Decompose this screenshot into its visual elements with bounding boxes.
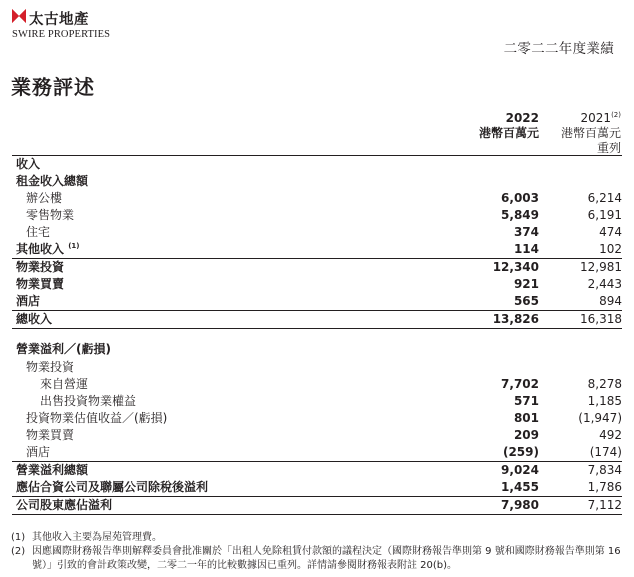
value-2021: 102 [599, 242, 622, 256]
row-label: 酒店 [16, 294, 41, 308]
row-label: 來自營運 [40, 377, 89, 391]
value-2022: 374 [513, 225, 539, 239]
table-row [12, 461, 622, 479]
table-row [12, 393, 622, 410]
row-label: 零售物業 [26, 208, 75, 222]
value-2022: 7,702 [501, 377, 539, 391]
row-label: 物業買賣 [26, 428, 75, 442]
column-2022-year: 2022 [505, 111, 539, 125]
table-row [12, 207, 622, 224]
table-row [12, 224, 622, 241]
column-header-2022 [479, 111, 539, 141]
report-year-header: 二零二二年度業績 [503, 41, 614, 57]
value-2022: 6,003 [501, 191, 539, 205]
footnote-number: (1) [11, 532, 26, 543]
row-label: 收入 [16, 157, 41, 171]
footnotes [11, 531, 623, 573]
value-2022: (259) [502, 445, 539, 459]
row-label: 應佔合資公司及聯屬公司除稅後溢利 [16, 480, 209, 494]
table-row [12, 341, 622, 359]
table-row [12, 190, 622, 207]
row-label: 出售投資物業權益 [40, 394, 137, 408]
footnote [11, 545, 623, 573]
value-2022: 114 [513, 242, 539, 256]
column-2021-unit: 港幣百萬元 [560, 126, 621, 140]
footnote-ref: (1) [68, 242, 80, 250]
column-header-2021 [561, 111, 621, 156]
table-row-total [12, 310, 622, 329]
value-2021: 6,214 [587, 191, 622, 205]
logo-english-name: SWIRE PROPERTIES [12, 29, 111, 40]
value-2021: 1,185 [587, 394, 622, 408]
value-2021: 474 [599, 225, 622, 239]
table-row [12, 427, 622, 444]
table-row [12, 258, 622, 276]
table-spacer [12, 329, 622, 341]
page-title: 業務評述 [11, 75, 95, 99]
footnote [11, 531, 623, 545]
value-2021: 16,318 [580, 312, 622, 326]
value-2021: (1,947) [578, 411, 622, 425]
row-label: 住宅 [26, 225, 51, 239]
row-label: 總收入 [16, 312, 53, 326]
row-label-wrap [16, 241, 79, 258]
row-label: 辦公樓 [26, 191, 63, 205]
table-row [12, 359, 622, 376]
table-row [12, 173, 622, 190]
table-row [12, 276, 622, 293]
table-row [12, 241, 622, 258]
row-label: 酒店 [26, 445, 51, 459]
row-label: 營業溢利總額 [16, 463, 89, 477]
row-label: 營業溢利／(虧損) [16, 342, 111, 356]
row-label: 物業投資 [16, 260, 65, 274]
table-row [12, 376, 622, 393]
value-2021: 7,112 [587, 498, 622, 512]
table-row [12, 444, 622, 461]
row-label: 物業投資 [26, 360, 75, 374]
value-2022: 7,980 [501, 498, 539, 512]
row-label: 租金收入總額 [16, 174, 89, 188]
value-2022: 209 [513, 428, 539, 442]
table-row-total [12, 496, 622, 515]
row-label: 物業買賣 [16, 277, 65, 291]
logo-chinese-name: 太古地產 [29, 12, 89, 28]
column-2021-year-line [561, 111, 621, 126]
footnote-number: (2) [11, 546, 26, 557]
column-2022-unit: 港幣百萬元 [478, 126, 539, 140]
value-2022: 571 [513, 394, 539, 408]
table-row [12, 479, 622, 496]
table-row [12, 410, 622, 427]
value-2021: (174) [589, 445, 622, 459]
swire-flag-icon [12, 9, 26, 23]
value-2022: 921 [513, 277, 539, 291]
value-2022: 13,826 [492, 312, 539, 326]
company-logo [12, 8, 112, 42]
table-row [12, 293, 622, 310]
row-label: 投資物業估值收益／(虧損) [26, 411, 168, 425]
value-2022: 565 [513, 294, 539, 308]
footnote-text: 因應國際財務報告準則解釋委員會批准關於「出租人免除租賃付款額的議程決定（國際財務報告準則第 9 號和國際財務報告準則第 16 號）」引致的會計政策改變，二零二一年的比較數據因已重列。詳情請參閱財務報表附註 20(b)。 [32, 546, 621, 571]
value-2021: 492 [599, 428, 622, 442]
value-2022: 9,024 [501, 463, 539, 477]
footnote-text: 其他收入主要為屋苑管理費。 [32, 532, 162, 543]
value-2022: 801 [513, 411, 539, 425]
row-label: 其他收入 [16, 242, 65, 256]
value-2021: 1,786 [587, 480, 622, 494]
row-label: 公司股東應佔溢利 [16, 498, 113, 512]
table-row [12, 156, 622, 173]
financial-table [12, 155, 622, 515]
column-2021-restated: 重列 [596, 141, 621, 155]
value-2021: 894 [599, 294, 622, 308]
value-2022: 1,455 [501, 480, 539, 494]
column-2021-footnote-ref: (2) [611, 111, 621, 119]
value-2021: 8,278 [587, 377, 622, 391]
value-2021: 12,981 [580, 260, 622, 274]
column-2021-year: 2021 [580, 111, 612, 125]
value-2021: 6,191 [587, 208, 622, 222]
value-2022: 5,849 [501, 208, 539, 222]
value-2021: 7,834 [587, 463, 622, 477]
value-2022: 12,340 [492, 260, 539, 274]
value-2021: 2,443 [587, 277, 622, 291]
